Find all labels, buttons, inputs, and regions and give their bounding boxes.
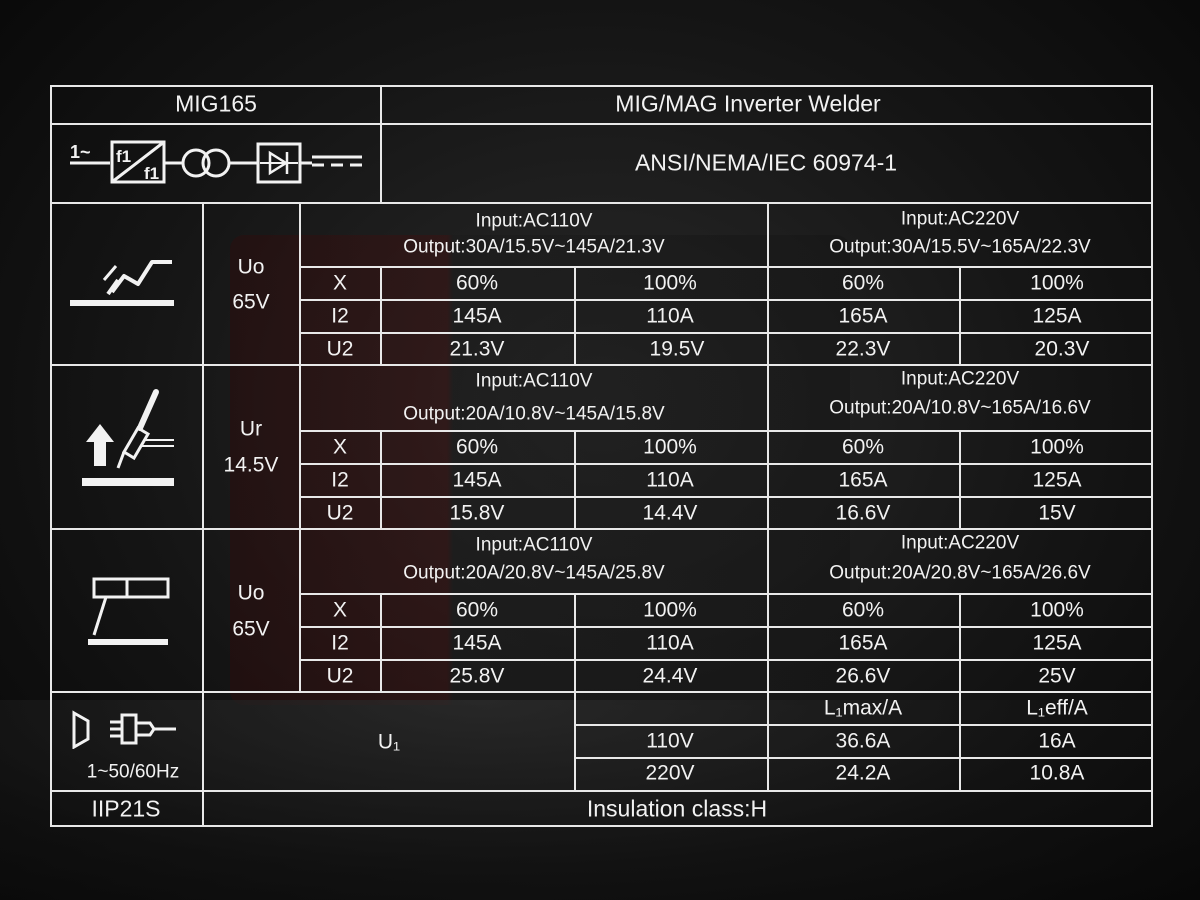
table-rule [767, 593, 769, 691]
table-rule [50, 364, 1153, 366]
voltage-label: Uo [237, 255, 265, 279]
cell: 25.8V [449, 664, 505, 688]
output-ac110: Output:20A/20.8V~145A/25.8V [403, 562, 665, 584]
cell: 21.3V [449, 337, 505, 361]
tig-torch-icon [78, 388, 178, 490]
table-rule [300, 430, 1153, 432]
product-title: MIG/MAG Inverter Welder [615, 90, 881, 117]
table-rule [574, 691, 576, 790]
output-ac220: Output:20A/10.8V~165A/16.6V [829, 397, 1091, 419]
output-ac220: Output:20A/20.8V~165A/26.6V [829, 562, 1091, 584]
cell: 16.6V [835, 501, 891, 525]
model-name: MIG165 [175, 90, 257, 117]
cell: 125A [1032, 304, 1082, 328]
table-rule [300, 626, 1153, 628]
table-rule [767, 202, 769, 266]
voltage-label: Ur [239, 417, 263, 441]
input-ac110: Input:AC110V [475, 370, 593, 392]
table-rule [299, 202, 301, 691]
cell: 60% [841, 271, 885, 295]
cell: 16A [1038, 729, 1076, 753]
table-rule [380, 85, 382, 203]
output-ac110: Output:30A/15.5V~145A/21.3V [403, 236, 665, 258]
table-rule [767, 364, 769, 430]
table-rule [300, 463, 1153, 465]
table-rule [300, 593, 1153, 595]
supply-voltage: 220V [645, 761, 695, 785]
cell: 110A [646, 304, 694, 328]
cell: 25V [1038, 664, 1076, 688]
row-label-i2: I2 [331, 631, 349, 655]
row-label-i2: I2 [331, 304, 349, 328]
voltage-value: 65V [232, 290, 270, 314]
cell: 60% [455, 435, 499, 459]
input-ac220: Input:AC220V [900, 532, 1020, 554]
row-label-u2: U2 [326, 501, 354, 525]
table-rule [300, 659, 1153, 661]
cell: 15V [1038, 501, 1076, 525]
table-rule [767, 430, 769, 528]
standard-label: ANSI/NEMA/IEC 60974-1 [634, 149, 898, 176]
cell: 24.2A [835, 761, 891, 785]
row-label-x: X [332, 435, 348, 459]
input-ac110: Input:AC110V [475, 534, 593, 556]
cell: 100% [1030, 271, 1084, 295]
cell: 24.4V [642, 664, 698, 688]
cell: 165A [838, 468, 888, 492]
col-header-max: L₁max/A [823, 696, 903, 720]
table-rule [50, 691, 1153, 693]
input-ac220: Input:AC220V [900, 368, 1020, 390]
phase-symbol: 1~ [70, 142, 91, 162]
inverter-diagram-icon [66, 136, 366, 188]
row-label-x: X [332, 271, 348, 295]
row-label-x: X [332, 598, 348, 622]
table-rule [959, 430, 961, 528]
supply-voltage: 110V [646, 729, 694, 753]
cell: 26.6V [835, 664, 891, 688]
voltage-label: Uo [237, 581, 265, 605]
table-rule [574, 266, 576, 364]
table-rule [300, 266, 1153, 268]
cell: 110A [646, 631, 694, 655]
table-rule [767, 691, 769, 790]
cell: 60% [841, 598, 885, 622]
row-label-u2: U2 [326, 337, 354, 361]
cell: 165A [838, 631, 888, 655]
cell: 60% [455, 598, 499, 622]
protection-rating: IIP21S [91, 795, 161, 822]
table-rule [300, 332, 1153, 334]
table-rule [574, 757, 1153, 759]
table-rule [959, 266, 961, 364]
cell: 19.5V [649, 337, 705, 361]
table-rule [380, 593, 382, 691]
cell: 100% [643, 598, 697, 622]
cell: 10.8A [1029, 761, 1085, 785]
cell: 22.3V [835, 337, 891, 361]
freq-out-label: f1 [144, 164, 160, 183]
row-label-u2: U2 [326, 664, 354, 688]
table-rule [574, 593, 576, 691]
supply-frequency: 1~50/60Hz [86, 761, 180, 783]
table-rule [380, 430, 382, 528]
u1-label: U₁ [377, 730, 401, 754]
cell: 145A [452, 304, 502, 328]
table-rule [574, 430, 576, 528]
cell: 110A [646, 468, 694, 492]
cell: 36.6A [835, 729, 891, 753]
table-rule [50, 528, 1153, 530]
insulation-class: Insulation class:H [586, 795, 768, 822]
cell: 125A [1032, 468, 1082, 492]
voltage-value: 65V [232, 617, 270, 641]
table-rule [959, 691, 961, 790]
output-ac110: Output:20A/10.8V~145A/15.8V [403, 403, 665, 425]
col-header-eff: L₁eff/A [1026, 696, 1088, 720]
input-ac220: Input:AC220V [900, 208, 1020, 230]
cell: 165A [838, 304, 888, 328]
table-rule [574, 724, 1153, 726]
voltage-value: 14.5V [223, 453, 279, 477]
stick-electrode-icon [84, 575, 174, 649]
row-label-i2: I2 [331, 468, 349, 492]
cell: 20.3V [1034, 337, 1090, 361]
table-rule [767, 528, 769, 593]
power-plug-icon [70, 709, 180, 749]
mig-welding-icon [68, 250, 176, 314]
cell: 125A [1032, 631, 1082, 655]
cell: 145A [452, 631, 502, 655]
input-ac110: Input:AC110V [475, 210, 593, 232]
table-rule [50, 790, 1153, 792]
spec-table [50, 85, 1153, 827]
freq-in-label: f1 [116, 147, 132, 166]
cell: 100% [1030, 598, 1084, 622]
table-rule [50, 123, 1153, 125]
cell: 100% [1030, 435, 1084, 459]
cell: 100% [643, 271, 697, 295]
table-rule [50, 202, 1153, 204]
table-rule [300, 299, 1153, 301]
table-rule [300, 496, 1153, 498]
table-rule [959, 593, 961, 691]
cell: 60% [841, 435, 885, 459]
table-rule [202, 202, 204, 827]
cell: 145A [452, 468, 502, 492]
table-rule [380, 266, 382, 364]
cell: 14.4V [642, 501, 698, 525]
cell: 100% [643, 435, 697, 459]
cell: 60% [455, 271, 499, 295]
cell: 15.8V [449, 501, 505, 525]
output-ac220: Output:30A/15.5V~165A/22.3V [829, 236, 1091, 258]
table-rule [767, 266, 769, 364]
